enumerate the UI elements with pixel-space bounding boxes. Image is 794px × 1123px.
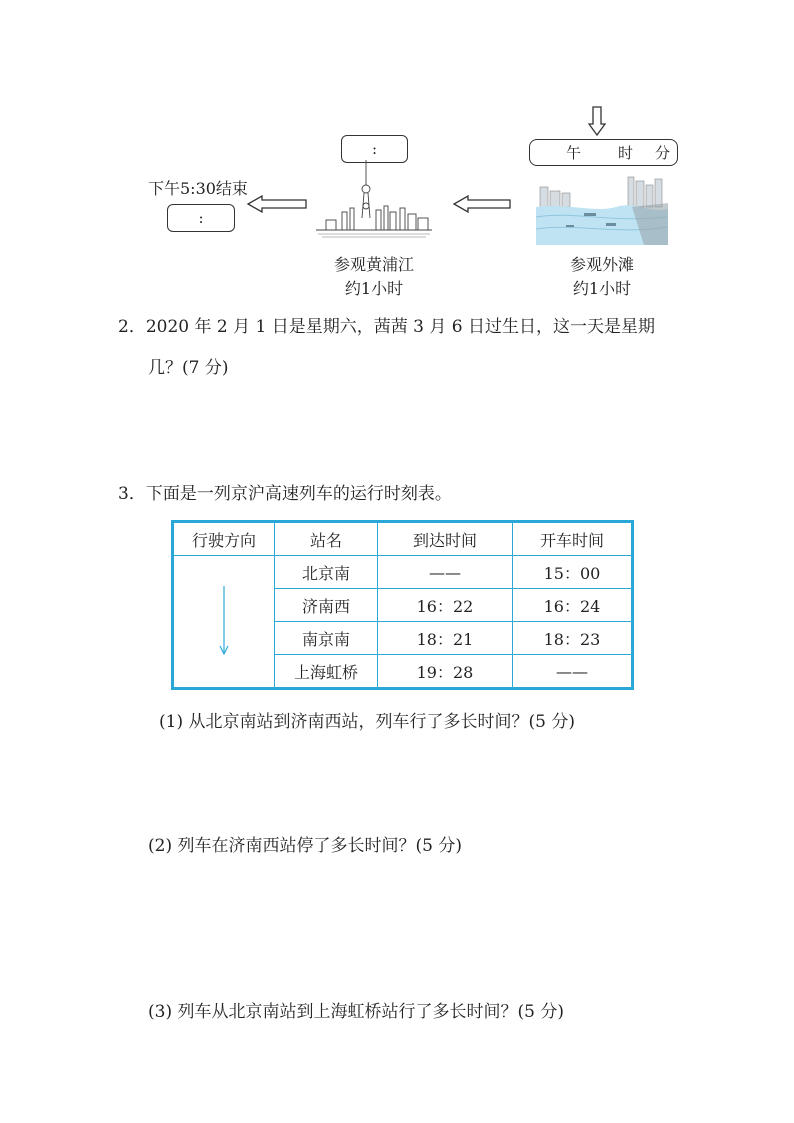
bund-caption bbox=[542, 253, 662, 301]
huangpu-caption-line1: 参观黄浦江 bbox=[333, 255, 414, 274]
huangpu-skyline-image bbox=[314, 160, 434, 242]
bund-caption-line2: 约1小时 bbox=[572, 279, 632, 298]
bund-caption-line1: 参观外滩 bbox=[569, 255, 634, 274]
start-time-noon-label: 午 bbox=[566, 144, 582, 162]
question-3-sub-2: (2) 列车在济南西站停了多长时间？(5 分) bbox=[148, 836, 462, 856]
station-cell: 北京南 bbox=[275, 556, 378, 589]
question-3-sub-3: (3) 列车从北京南站到上海虹桥站行了多长时间？(5 分) bbox=[148, 1002, 564, 1022]
departure-cell: 16：24 bbox=[513, 589, 633, 622]
end-time-colon: : bbox=[198, 209, 204, 227]
header-arrival: 到达时间 bbox=[378, 522, 513, 556]
table-header-row bbox=[173, 522, 633, 556]
question-2-line1: 2020 年 2 月 1 日是星期六，茜茜 3 月 6 日过生日，这一天是星期 bbox=[145, 317, 655, 337]
header-direction: 行驶方向 bbox=[173, 522, 275, 556]
question-2-number: 2． bbox=[118, 317, 146, 337]
question-3-sub-1: (1) 从北京南站到济南西站，列车行了多长时间？(5 分) bbox=[159, 712, 575, 732]
end-label: 下午5:30结束 bbox=[148, 179, 248, 198]
question-3-number: 3． bbox=[118, 484, 146, 504]
huangpu-time-box bbox=[341, 135, 408, 163]
start-time-minute-label: 分 bbox=[655, 144, 671, 162]
bund-river-image bbox=[536, 173, 668, 245]
departure-cell: —— bbox=[513, 655, 633, 689]
header-station: 站名 bbox=[275, 522, 378, 556]
station-cell: 济南西 bbox=[275, 589, 378, 622]
start-time-hour-label: 时 bbox=[618, 144, 634, 162]
train-timetable bbox=[171, 520, 634, 690]
departure-cell: 15：00 bbox=[513, 556, 633, 589]
direction-arrow-down-icon bbox=[218, 584, 230, 656]
departure-cell: 18：23 bbox=[513, 622, 633, 655]
station-cell: 南京南 bbox=[275, 622, 378, 655]
station-cell: 上海虹桥 bbox=[275, 655, 378, 689]
huangpu-caption-line2: 约1小时 bbox=[344, 279, 404, 298]
arrival-cell: 16：22 bbox=[378, 589, 513, 622]
direction-cell bbox=[173, 556, 275, 689]
question-2-line2: 几？(7 分) bbox=[148, 358, 229, 378]
arrival-cell: —— bbox=[378, 556, 513, 589]
arrow-left-icon bbox=[246, 195, 308, 213]
huangpu-caption bbox=[314, 253, 434, 301]
end-time-box bbox=[167, 204, 235, 232]
arrival-cell: 18：21 bbox=[378, 622, 513, 655]
header-departure: 开车时间 bbox=[513, 522, 633, 556]
question-3 bbox=[118, 480, 452, 508]
arrival-cell: 19：28 bbox=[378, 655, 513, 689]
question-2 bbox=[118, 313, 718, 341]
huangpu-time-colon: : bbox=[371, 140, 378, 158]
question-3-intro: 下面是一列京沪高速列车的运行时刻表。 bbox=[145, 484, 452, 504]
arrow-down-icon bbox=[588, 106, 606, 136]
start-time-box bbox=[529, 139, 678, 166]
table-row bbox=[173, 556, 633, 589]
arrow-left-icon bbox=[452, 195, 512, 213]
